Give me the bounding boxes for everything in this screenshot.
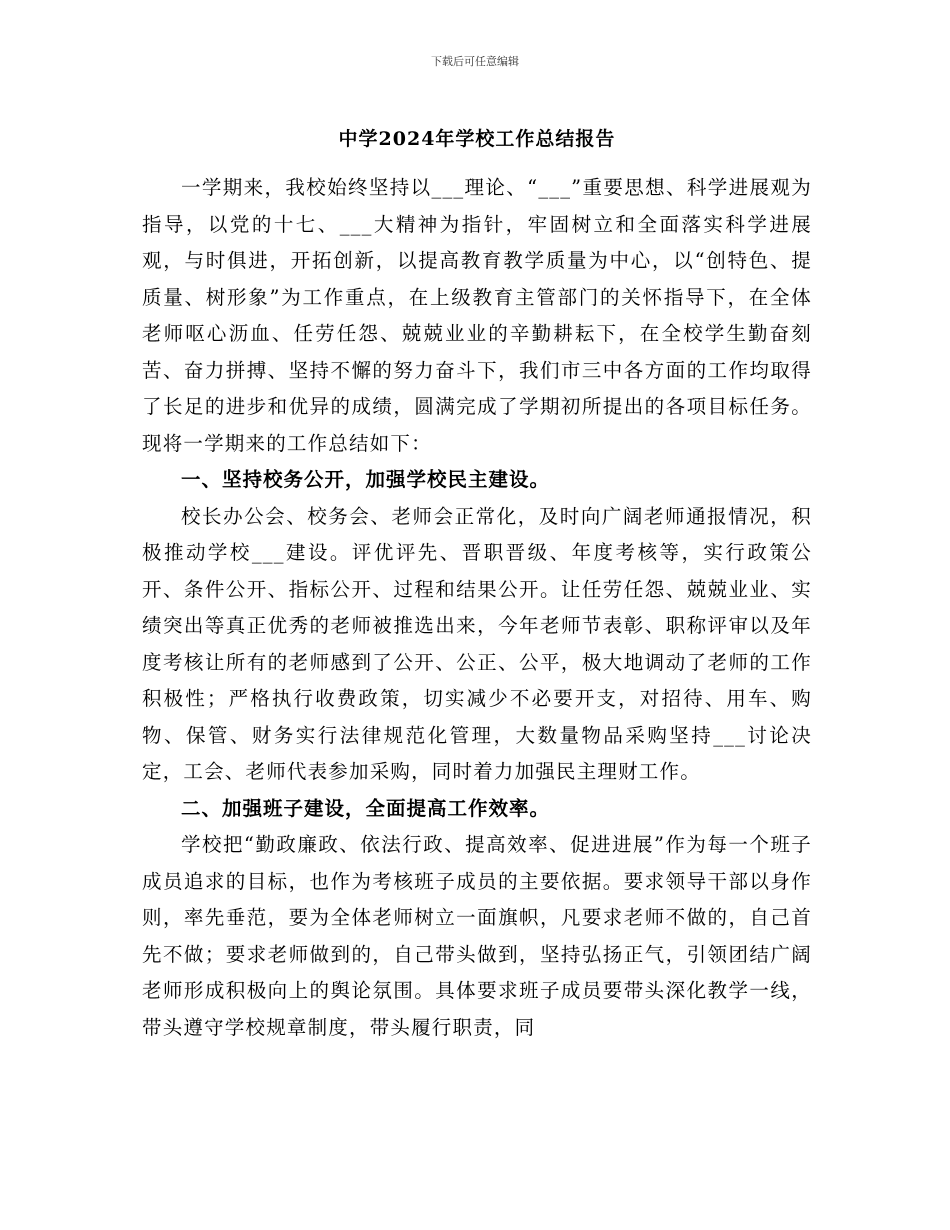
- section-heading-1: 一、坚持校务公开，加强学校民主建设。: [181, 468, 551, 491]
- section-2-paragraph: 学校把“勤政廉政、依法行政、提高效率、促进进展”作为每一个班子成员追求的目标，也作为考核班子成员的主要依据。要求领导干部以身作则，率先垂范，要为全体老师树立一面旗帜，凡要求老师不做的，自己首先不做；要求老师做到的，自己带头做到，坚持弘扬正气，引领团结广阔老师形成积极向上的舆论氛围。具体要求班子成员要带头深化教学一线，带头遵守学校规章制度，带头履行职责，同: [142, 833, 812, 1039]
- section-heading-2: 二、加强班子建设，全面提高工作效率。: [181, 796, 551, 820]
- document-body: [142, 122, 812, 1046]
- page-header-note: 下载后可任意编辑: [431, 55, 519, 68]
- intro-paragraph: 一学期来，我校始终坚持以___理论、“___”重要思想、科学进展观为指导，以党的十七、___大精神为指针，牢固树立和全面落实科学进展观，与时俱进，开拓创新，以提高教育教学质量为中心，以“创特色、提质量、树形象”为工作重点，在上级教育主管部门的关怀指导下，在全体老师呕心沥血、任劳任怨、兢兢业业的辛勤耕耘下，在全校学生勤奋刻苦、奋力拼搏、坚持不懈的努力奋斗下，我们市三中各方面的工作均取得了长足的进步和优异的成绩，圆满完成了学期初所提出的各项目标任务。现将一学期来的工作总结如下：: [142, 176, 812, 455]
- section-1-paragraph: 校长办公会、校务会、老师会正常化，及时向广阔老师通报情况，积极推动学校___建设。评优评先、晋职晋级、年度考核等，实行政策公开、条件公开、指标公开、过程和结果公开。让任劳任怨、兢兢业业、实绩突出等真正优秀的老师被推选出来，今年老师节表彰、职称评审以及年度考核让所有的老师感到了公开、公正、公平，极大地调动了老师的工作积极性；严格执行收费政策，切实减少不必要开支，对招待、用车、购物、保管、财务实行法律规范化管理，大数量物品采购坚持___讨论决定，工会、老师代表参加采购，同时着力加强民主理财工作。: [142, 504, 812, 783]
- document-title: 中学2024年学校工作总结报告: [338, 128, 616, 150]
